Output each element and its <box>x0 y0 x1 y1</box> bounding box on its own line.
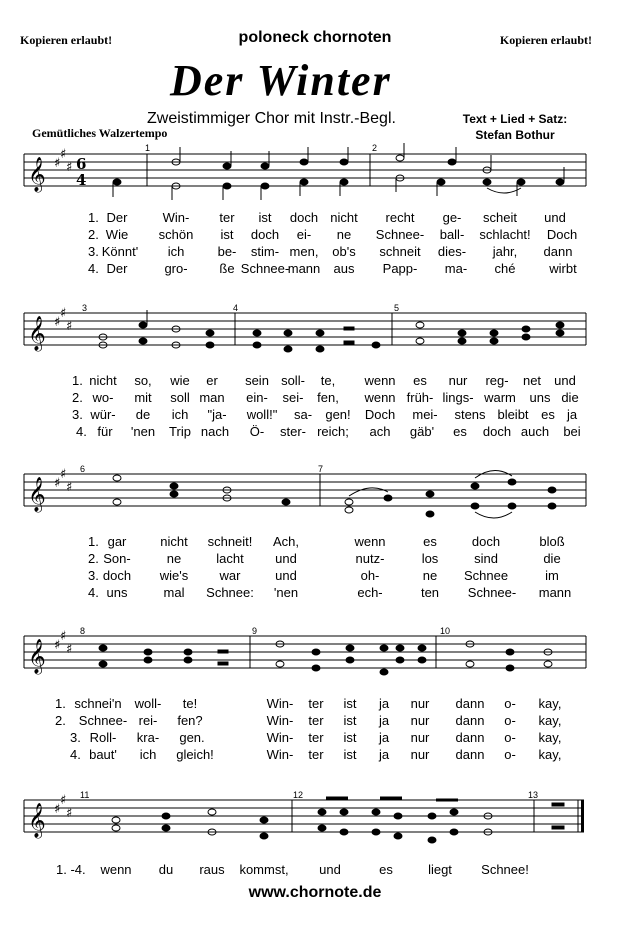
treble-clef-icon: 𝄞 <box>28 477 46 512</box>
sharp-icon: ♯ <box>60 306 67 321</box>
footer-website: www.chornote.de <box>248 884 382 901</box>
note-head <box>300 159 308 165</box>
lyrics-line: 1. schnei'n woll- te! Win- ter ist ja nur dann o- kay, <box>55 696 562 711</box>
treble-clef-icon: 𝄞 <box>28 639 46 674</box>
lyrics-line: 1. -4. wenn du raus kommst, und es liegt Schnee! <box>56 862 529 877</box>
copy-allowed-left: Kopieren erlaubt! <box>20 33 113 47</box>
credit-author: Stefan Bothur <box>475 128 555 142</box>
measure-number: 4 <box>233 303 239 313</box>
note-head <box>223 183 231 189</box>
song-subtitle: Zweistimmiger Chor mit Instr.-Begl. <box>147 110 396 127</box>
sharp-icon: ♯ <box>60 793 67 808</box>
note-head <box>300 179 308 185</box>
measure-number: 2 <box>372 143 378 153</box>
staff-system-2 <box>0 300 630 370</box>
lyrics-line: 4. Der gro- ße Schnee- mann aus Papp- ma- ché wirbt <box>88 261 577 276</box>
lyrics-line: 1. gar nicht schneit! Ach, wenn es doch bloß <box>88 534 565 549</box>
sharp-icon: ♯ <box>66 642 73 657</box>
treble-clef-icon: 𝄞 <box>28 803 46 838</box>
measure-number: 13 <box>528 790 539 800</box>
measure-number: 6 <box>80 464 86 474</box>
note-head <box>396 155 404 161</box>
lyrics-line: 3. Könnt' ich be- stim- men, ob's schneit dies- jahr, dann <box>88 244 573 259</box>
sharp-icon: ♯ <box>54 476 61 491</box>
measure-number: 7 <box>318 464 324 474</box>
sharp-icon: ♯ <box>66 806 73 821</box>
lyrics-line: 4. für 'nen Trip nach Ö- ster- reich; ach gäb' es doch auch bei <box>76 424 581 439</box>
slur <box>349 488 388 496</box>
lyrics-line: 2. Schnee- rei- fen? Win- ter ist ja nur dann o- kay, <box>55 713 562 728</box>
lyrics-line: 4. baut' ich gleich! Win- ter ist ja nur dann o- kay, <box>70 747 562 762</box>
lyrics-line: 4. uns mal Schnee: 'nen ech- ten Schnee- mann <box>88 585 572 600</box>
note-head <box>340 179 348 185</box>
measure-number: 5 <box>394 303 400 313</box>
staff-system-3 <box>0 462 630 532</box>
measure-number: 11 <box>80 790 90 800</box>
lyrics-line: 2. Wie schön ist doch ei- ne Schnee- ball- schlacht! Doch <box>88 227 578 242</box>
treble-clef-icon: 𝄞 <box>28 157 46 192</box>
note-head <box>261 163 269 169</box>
credit-label: Text + Lied + Satz: <box>462 112 568 126</box>
sharp-icon: ♯ <box>54 802 61 817</box>
site-name: poloneck chornoten <box>238 29 392 46</box>
staff-system-5 <box>0 788 630 858</box>
staff-system-4 <box>0 624 630 694</box>
measure-number: 12 <box>293 790 304 800</box>
lyrics-line: 1. Der Win- ter ist doch nicht recht ge- scheit und <box>88 210 566 225</box>
slur <box>487 188 521 193</box>
note-head <box>223 163 231 169</box>
sharp-icon: ♯ <box>60 147 67 162</box>
slur <box>475 512 512 518</box>
lyrics-line: 2. wo- mit soll man ein- sei- fen, wenn früh- lings- warm uns die <box>72 390 579 405</box>
note-head <box>113 179 121 185</box>
staff-system-1 <box>0 140 630 220</box>
measure-number: 1 <box>145 143 151 153</box>
sharp-icon: ♯ <box>60 467 67 482</box>
note-head <box>261 183 269 189</box>
sharp-icon: ♯ <box>60 629 67 644</box>
lyrics-line: 3. wür- de ich "ja- woll!" sa- gen! Doch mei- stens bleibt es ja <box>72 407 578 422</box>
lyrics-line: 1. nicht so, wie er sein soll- te, wenn es nur reg- net und <box>72 373 576 388</box>
measure-number: 3 <box>82 303 88 313</box>
sharp-icon: ♯ <box>54 638 61 653</box>
note-head <box>448 159 456 165</box>
note-head <box>437 179 445 185</box>
lyrics-line: 3. doch wie's war und oh- ne Schnee im <box>88 568 559 583</box>
treble-clef-icon: 𝄞 <box>28 316 46 351</box>
lyrics-line: 3. Roll- kra- gen. Win- ter ist ja nur dann o- kay, <box>70 730 562 745</box>
tempo-marking: Gemütliches Walzertempo <box>32 126 168 140</box>
final-barline <box>581 800 584 832</box>
measure-number: 9 <box>252 626 258 636</box>
sharp-icon: ♯ <box>66 480 73 495</box>
sharp-icon: ♯ <box>54 315 61 330</box>
time-sig-top: 6 <box>76 155 87 173</box>
sharp-icon: ♯ <box>54 156 61 171</box>
note-head <box>483 179 491 185</box>
lyrics-line: 2. Son- ne lacht und nutz- los sind die <box>88 551 561 566</box>
time-sig-bottom: 4 <box>76 171 87 189</box>
note-head <box>517 179 525 185</box>
sharp-icon: ♯ <box>66 319 73 334</box>
song-title: Der Winter <box>170 56 392 105</box>
note-head <box>340 159 348 165</box>
measure-number: 10 <box>440 626 451 636</box>
sharp-icon: ♯ <box>66 160 73 175</box>
note-head <box>556 179 564 185</box>
measure-number: 8 <box>80 626 86 636</box>
copy-allowed-right: Kopieren erlaubt! <box>499 33 592 47</box>
